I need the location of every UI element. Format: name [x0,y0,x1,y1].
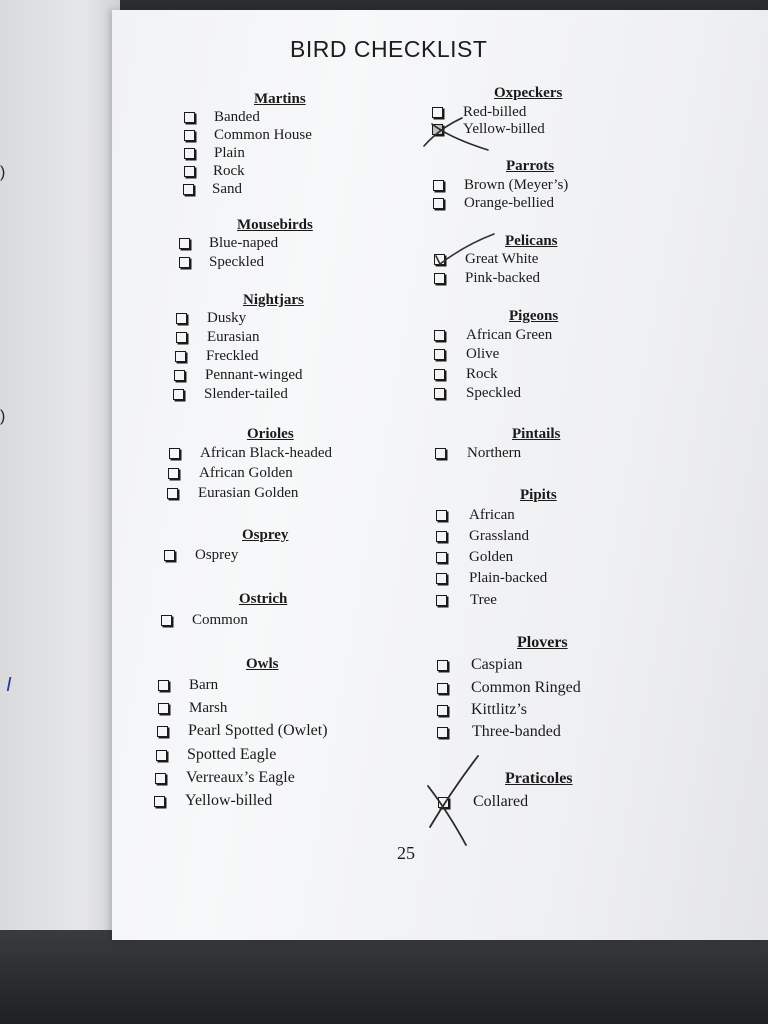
checkbox[interactable] [179,238,190,249]
checkbox[interactable] [433,180,444,191]
checkbox[interactable] [158,703,169,714]
table-surface [0,930,768,1024]
section-title-pelicans: Pelicans [505,233,558,249]
checkbox-checked[interactable] [432,124,443,135]
checkbox[interactable] [176,313,187,324]
checkbox[interactable] [174,370,185,381]
checkbox[interactable] [436,531,447,542]
checkbox[interactable] [179,257,190,268]
checkbox[interactable] [436,573,447,584]
section-title-osprey: Osprey [242,527,289,543]
left-page-handwritten-mark: I [6,674,12,696]
checkbox[interactable] [155,773,166,784]
checkbox[interactable] [175,351,186,362]
left-page-mark: ) [0,408,6,425]
section-title-parrots: Parrots [506,158,555,174]
page-title: BIRD CHECKLIST [290,36,488,62]
checkbox[interactable] [164,550,175,561]
checkbox-checked[interactable] [438,797,449,808]
section-title-plovers: Plovers [517,634,568,651]
checkbox[interactable] [157,726,168,737]
checkbox[interactable] [437,727,448,738]
checkbox[interactable] [158,680,169,691]
checkbox[interactable] [432,107,443,118]
section-title-praticoles: Praticoles [505,770,573,787]
checkbox[interactable] [434,369,445,380]
checkbox[interactable] [435,448,446,459]
checkbox[interactable] [173,389,184,400]
section-title-martins: Martins [254,91,306,107]
checkbox[interactable] [154,796,165,807]
checkbox[interactable] [436,595,447,606]
section-title-ostrich: Ostrich [239,591,288,607]
checkbox[interactable] [434,388,445,399]
section-title-pipits: Pipits [520,487,557,503]
left-page-background [0,0,120,940]
checkbox[interactable] [437,660,448,671]
section-title-oxpeckers: Oxpeckers [494,85,563,101]
checkbox[interactable] [437,683,448,694]
checkbox[interactable] [167,488,178,499]
section-title-pigeons: Pigeons [509,308,559,324]
left-page-mark: ) [0,164,6,181]
checkbox[interactable] [434,349,445,360]
section-title-orioles: Orioles [247,426,294,442]
checkbox-checked[interactable] [434,254,445,265]
checkbox[interactable] [434,273,445,284]
checkbox[interactable] [436,552,447,563]
checkbox[interactable] [183,184,194,195]
checkbox[interactable] [168,468,179,479]
section-title-nightjars: Nightjars [243,292,304,308]
checkbox[interactable] [169,448,180,459]
checkbox[interactable] [176,332,187,343]
checkbox[interactable] [184,130,195,141]
section-title-mousebirds: Mousebirds [237,217,313,233]
checkbox[interactable] [434,330,445,341]
checkbox[interactable] [184,112,195,123]
checkbox[interactable] [437,705,448,716]
checkbox[interactable] [161,615,172,626]
checkbox[interactable] [156,750,167,761]
checkbox[interactable] [184,148,195,159]
section-title-pintails: Pintails [512,426,561,442]
section-title-owls: Owls [246,656,279,672]
page-number: 25 [397,843,415,863]
checkbox[interactable] [436,510,447,521]
checkbox[interactable] [184,166,195,177]
checkbox[interactable] [433,198,444,209]
